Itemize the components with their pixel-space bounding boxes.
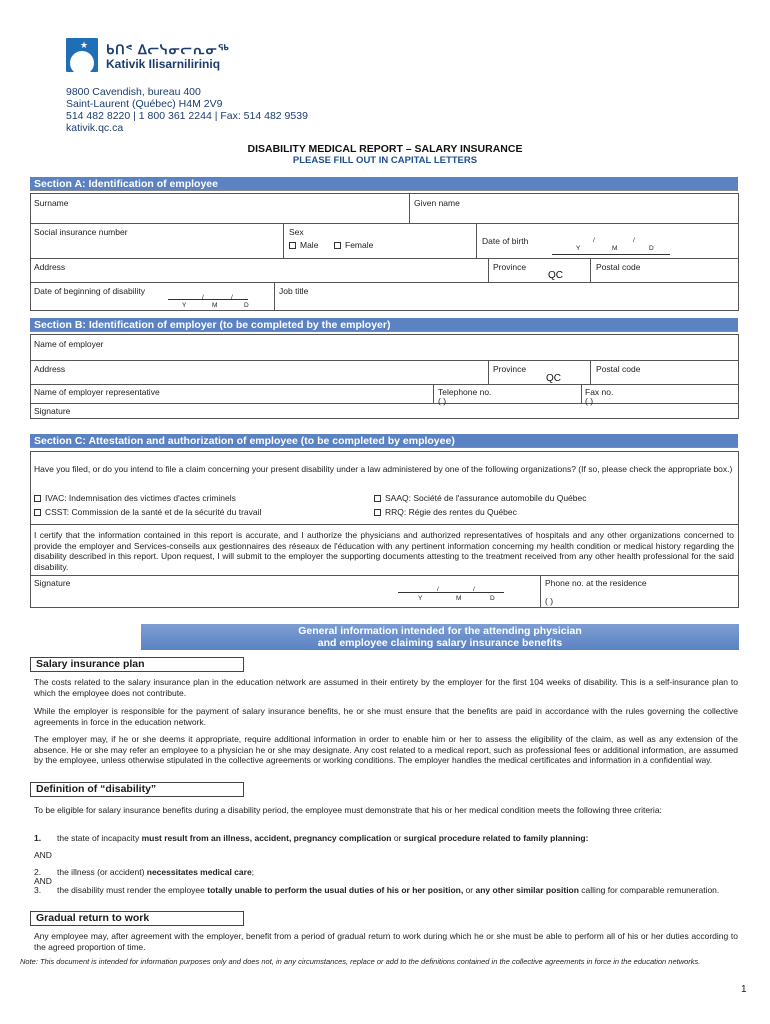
organization-logo	[66, 38, 98, 72]
footnote: Note: This document is intended for information purposes only and does not, in any circumstances, replace or add to the definitions contained in the collective agreements in force in the education networks.	[20, 957, 701, 966]
sex-label: Sex	[289, 227, 304, 237]
section-b-heading: Section B: Identification of employer (to be completed by the employer)	[30, 318, 738, 332]
disability-date-line[interactable]	[168, 299, 248, 300]
divider	[30, 282, 739, 283]
divider	[476, 223, 477, 258]
org-name: Kativik Ilisarniliriniq	[106, 57, 221, 71]
divider	[581, 384, 582, 403]
signature-date-line[interactable]	[398, 592, 504, 593]
female-checkbox[interactable]	[334, 242, 341, 249]
divider	[590, 258, 591, 282]
website-line: kativik.qc.ca	[66, 122, 124, 134]
saaq-option[interactable]: SAAQ: Société de l'assurance automobile du Québec	[374, 493, 587, 503]
star-icon: ★	[80, 40, 89, 50]
date-slash: /	[202, 294, 204, 301]
divider	[30, 524, 739, 525]
section-c-heading: Section C: Attestation and authorization of employee (to be completed by employee)	[30, 434, 738, 448]
criterion-1: the state of incapacity must result from an illness, accident, pregnancy complication or surgical procedure related to family planning:	[57, 833, 589, 843]
page-number: 1	[741, 984, 747, 995]
day-hint: D	[490, 595, 495, 602]
date-slash: /	[593, 237, 595, 244]
fax-label: Fax no.	[585, 387, 614, 397]
and-connector: AND	[34, 876, 52, 886]
employer-signature-label: Signature	[34, 406, 71, 416]
divider	[30, 223, 739, 224]
section-b-form	[30, 334, 739, 419]
month-hint: M	[612, 245, 618, 252]
saaq-checkbox[interactable]	[374, 495, 381, 502]
and-connector: AND	[34, 850, 52, 860]
section-a-heading: Section A: Identification of employee	[30, 177, 738, 191]
sex-female-option[interactable]: Female	[334, 240, 373, 250]
criterion-2-number: 2.	[34, 867, 42, 877]
divider	[540, 575, 541, 608]
address-line: Saint-Laurent (Québec) H4M 2V9	[66, 98, 223, 110]
date-slash: /	[473, 586, 475, 593]
csst-option[interactable]: CSST: Commission de la santé et de la sécurité du travail	[34, 507, 261, 517]
divider	[274, 282, 275, 311]
employee-signature-label: Signature	[34, 578, 71, 588]
disability-date-label: Date of beginning of disability	[34, 286, 146, 296]
criterion-2: the illness (or accident) necessitates medical care;	[57, 867, 255, 877]
criterion-3: the disability must render the employee totally unable to perform the usual duties of his or her position, or any other similar position calling for comparable remuneration.	[57, 885, 720, 895]
salary-plan-heading: Salary insurance plan	[30, 657, 244, 672]
salary-plan-paragraph-3: The employer may, if he or she deems it appropriate, require additional information in order to enable him or her to assess the eligibility of the claim, as well as any extension of the absence. He or she may refer an employee to a physician he or she may designate. Any cost related to a medical report, such as professional fees or additional information, are assumed by the employee, unless otherwise stipulated in the collective agreements or working conditions. The employer handles the medical certificates and information in a confidential way.	[34, 734, 738, 765]
org-name-syllabics: ᑲᑎᕝ ᐃᓕᓭᓂᓕᕆᓂᖅ	[106, 42, 230, 57]
general-info-heading-line1: General information intended for the attending physician	[298, 625, 582, 637]
given-name-label: Given name	[414, 198, 460, 208]
contact-line: 514 482 8220 | 1 800 361 2244 | Fax: 514 482 9539	[66, 110, 308, 122]
definition-intro: To be eligible for salary insurance benefits during a disability period, the employee must demonstrate that his or her medical condition meets the following three criteria:	[34, 805, 662, 815]
job-title-label: Job title	[279, 286, 309, 296]
claim-question: Have you filed, or do you intend to file a claim concerning your present disability under a law administered by one of the following organizations? (If so, please check the appropriate box.)	[34, 464, 733, 474]
address-line: 9800 Cavendish, bureau 400	[66, 86, 201, 98]
phone-residence-label: Phone no. at the residence	[545, 578, 647, 588]
phone-residence-area-code[interactable]: ( )	[545, 596, 554, 606]
day-hint: D	[244, 302, 249, 309]
dob-line[interactable]	[552, 254, 670, 255]
org-address	[66, 86, 308, 134]
criterion-1-number: 1.	[34, 833, 42, 843]
representative-label: Name of employer representative	[34, 387, 160, 397]
salary-plan-paragraph-2: While the employer is responsible for the payment of salary insurance benefits, he or she must ensure that the benefits are paid in accordance with the rules governing the collective agreements in force in the education network.	[34, 706, 738, 727]
employer-name-label: Name of employer	[34, 339, 104, 349]
date-slash: /	[633, 237, 635, 244]
criterion-3-number: 3.	[34, 885, 42, 895]
divider	[488, 258, 489, 282]
province-value: QC	[548, 270, 563, 281]
document-title: DISABILITY MEDICAL REPORT – SALARY INSURANCE	[247, 143, 523, 155]
month-hint: M	[212, 302, 218, 309]
telephone-area-code[interactable]: ( )	[438, 396, 447, 406]
divider	[590, 360, 591, 384]
divider	[488, 360, 489, 384]
month-hint: M	[456, 595, 462, 602]
surname-label: Surname	[34, 198, 69, 208]
salary-plan-paragraph-1: The costs related to the salary insurance plan in the education network are assumed in their entirety by the employer for the first 104 weeks of disability. This is a self-insurance plan to which the employee does not contribute.	[34, 677, 738, 698]
divider	[433, 384, 434, 403]
gradual-return-paragraph: Any employee may, after agreement with the employer, benefit from a period of gradual return to work during which he or she must be able to perform all of his or her duties according to the agreed proportion of time.	[34, 931, 738, 952]
gradual-return-heading: Gradual return to work	[30, 911, 244, 926]
year-hint: Y	[182, 302, 187, 309]
postal-code-label: Postal code	[596, 262, 641, 272]
divider	[30, 360, 739, 361]
rrq-checkbox[interactable]	[374, 509, 381, 516]
general-info-heading	[141, 624, 739, 650]
document-subtitle: PLEASE FILL OUT IN CAPITAL LETTERS	[292, 155, 478, 166]
address-label: Address	[34, 262, 66, 272]
divider	[409, 193, 410, 223]
sin-label: Social insurance number	[34, 227, 128, 237]
male-checkbox[interactable]	[289, 242, 296, 249]
divider	[283, 223, 284, 258]
employer-address-label: Address	[34, 364, 66, 374]
divider	[30, 575, 739, 576]
divider	[30, 258, 739, 259]
general-info-heading-line2: and employee claiming salary insurance benefits	[317, 637, 563, 649]
telephone-label: Telephone no.	[438, 387, 492, 397]
employer-province-label: Province	[493, 364, 527, 374]
employer-province-value: QC	[546, 373, 561, 384]
definition-heading: Definition of “disability”	[30, 782, 244, 797]
year-hint: Y	[418, 595, 423, 602]
certification-text: I certify that the information contained in this report is accurate, and I authorize the physicians and authorized representatives of hospitals and any other organizations concerned to provide the employer and Services-conseils aux gestionnaires des réseaux de l'éducation with any pertinent information concerning my health condition or medical history regarding the disability described in this report. Upon request, I will submit to the employer the supporting documents attesting to the treatment received from any other health professional for the said disability.	[34, 530, 734, 572]
divider	[30, 384, 739, 385]
fax-area-code[interactable]: ( )	[585, 396, 594, 406]
sex-male-option[interactable]: Male	[289, 240, 318, 250]
day-hint: D	[649, 245, 654, 252]
igloo-arc-icon	[70, 51, 94, 75]
province-label: Province	[493, 262, 527, 272]
date-slash: /	[437, 586, 439, 593]
dob-label: Date of birth	[482, 236, 529, 246]
ivac-checkbox[interactable]	[34, 495, 41, 502]
rrq-option[interactable]: RRQ: Régie des rentes du Québec	[374, 507, 517, 517]
csst-checkbox[interactable]	[34, 509, 41, 516]
divider	[30, 403, 739, 404]
ivac-option[interactable]: IVAC: Indemnisation des victimes d'actes criminels	[34, 493, 236, 503]
employer-postal-code-label: Postal code	[596, 364, 641, 374]
date-slash: /	[231, 294, 233, 301]
year-hint: Y	[576, 245, 581, 252]
